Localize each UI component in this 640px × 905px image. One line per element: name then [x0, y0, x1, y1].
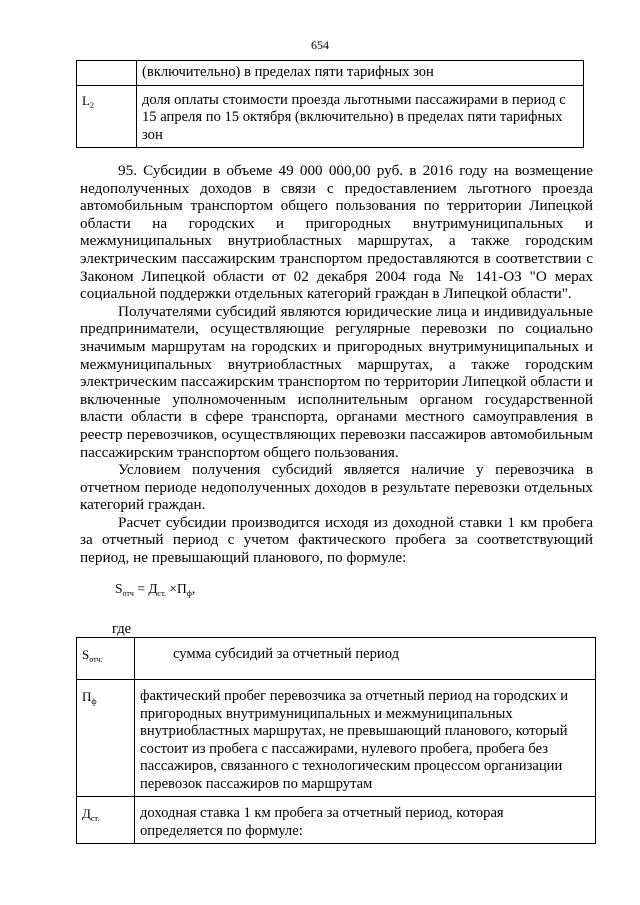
formula-term-b: П — [176, 581, 187, 596]
symbol-cell — [77, 638, 135, 680]
paragraph: Расчет субсидии производится исходя из доходной ставки 1 км пробега за отчетный период с учетом фактического пробега за соответствующий период, не превышающий планового, по формуле: — [80, 513, 593, 567]
symbol-subscript: ст. — [90, 814, 100, 823]
formula-times: × — [165, 581, 177, 596]
table-row — [77, 85, 584, 148]
symbol: S — [82, 647, 90, 662]
symbol-subscript: отч. — [89, 655, 103, 664]
symbol-subscript: ф — [91, 697, 97, 706]
definition-cell: сумма субсидий за отчетный период — [135, 638, 596, 680]
table-row — [77, 638, 596, 680]
formula-term-a-subscript: ст. — [157, 589, 166, 598]
symbol-cell — [77, 797, 135, 844]
formula-term-a: Д — [148, 581, 158, 596]
definition-cell: доходная ставка 1 км пробега за отчетный период, которая определяется по формуле: — [135, 797, 596, 844]
paragraph: Получателями субсидий являются юридические лица и индивидуальные предприниматели, осуществляющие регулярные перевозки по социально значимым маршрутам на городских и пригородных внутримуниципальных и межмуниципальных внутриобластных маршрутах, а также городским электрическим пассажирским транспортом по территории Липецкой области и включенные уполномоченным исполнительным органом государственной власти области в сфере транспорта, органами местного самоуправления в реестр перевозчиков, осуществляющих перевозки пассажиров автомобильным пассажирским транспортом общего пользования. — [80, 302, 593, 461]
table-row — [77, 680, 596, 797]
where-label: где — [112, 621, 132, 637]
formula-end: , — [191, 581, 196, 596]
symbol: Д — [82, 806, 91, 821]
formula-term-b-subscript: ф — [186, 589, 192, 598]
symbol-cell — [77, 61, 137, 86]
page-number: 654 — [311, 38, 329, 52]
definitions-table-top — [76, 60, 584, 148]
symbol-cell — [77, 680, 135, 797]
symbol: L — [82, 92, 90, 108]
body-text — [80, 162, 593, 567]
definition-cell: фактический пробег перевозчика за отчетный период на городских и пригородных внутримуниципальных и межмуниципальных внутриобластных маршрутах, не превышающий планового, который состоит из пробега с пассажирами, нулевого пробега, пробега без пассажиров, связанного с технологическим процессом организации перевозок пассажиров по маршрутам — [135, 680, 596, 797]
table-row — [77, 61, 584, 86]
formula-equals: = — [133, 581, 149, 596]
formula — [115, 581, 195, 598]
definition-cell: (включительно) в пределах пяти тарифных зон — [137, 61, 584, 86]
paragraph: 95. Субсидии в объеме 49 000 000,00 руб. в 2016 году на возмещение недополученных доходов в связи с предоставлением льготного проезда автомобильным транспортом общего пользования по территории Липецкой области на городских и пригородных внутримуниципальных и межмуниципальных внутриобластных маршрутах, а также городским электрическим пассажирским транспортом предоставляются в соответствии с Законом Липецкой области от 02 декабря 2004 года № 141-ОЗ "О мерах социальной поддержки отдельных категорий граждан в Липецкой области". — [80, 162, 593, 303]
formula-lhs-subscript: отч — [122, 589, 134, 598]
symbol: П — [82, 689, 92, 704]
paragraph: Условием получения субсидий является наличие у перевозчика в отчетном периоде недополученных доходов в результате перевозки отдельных категорий граждан. — [80, 461, 593, 514]
definitions-table-bottom — [76, 637, 596, 844]
definition-cell: доля оплаты стоимости проезда льготными пассажирами в период с 15 апреля по 15 октября (включительно) в пределах пяти тарифных зон — [137, 85, 584, 148]
symbol-subscript: 2 — [89, 100, 94, 110]
symbol-cell — [77, 85, 137, 148]
formula-lhs: S — [115, 581, 123, 596]
table-row — [77, 797, 596, 844]
